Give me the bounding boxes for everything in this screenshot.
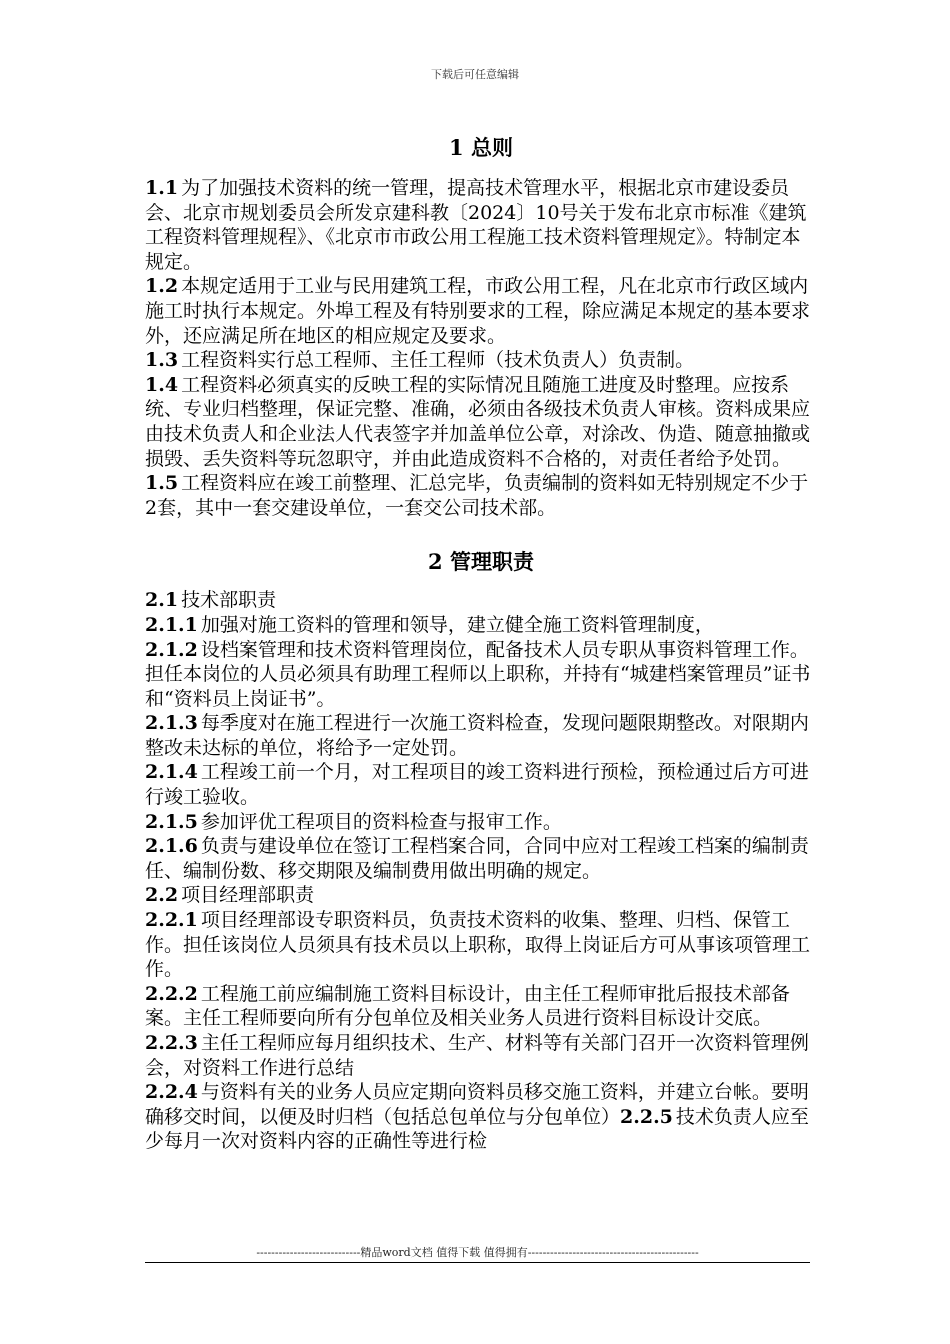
clause-2-2-5-num: 2.2.5 — [620, 1105, 673, 1128]
clause-2-1-1: 2.1.1 加强对施工资料的管理和领导，建立健全施工资料管理制度， — [145, 613, 714, 636]
clause-2-2-2: 2.2.2 工程施工前应编制施工资料目标设计，由主任工程师审批后报技术部备案。主任工程师要向所有分包单位及相关业务人员进行资料目标设计交底。 — [145, 982, 790, 1030]
footer-rule — [145, 1262, 810, 1263]
section-2-title: 2 管理职责 — [428, 549, 534, 575]
clause-2-2-5-text: 技术负责人应至少每月一次对资料内容的正确性等进行检 — [145, 1105, 809, 1153]
clause-2-2-1: 2.2.1 项目经理部设专职资料员，负责技术资料的收集、整理、归档、保管工作。担任该岗位人员须具有技术员以上职称，取得上岗证后方可从事该项管理工作。 — [145, 909, 811, 981]
clause-1-4: 1.4 工程资料必须真实的反映工程的实际情况且随施工进度及时整理。应按系统、专业归档整理，保证完整、准确，必须由各级技术负责人审核。资料成果应由技术负责人和企业法人代表签字并加盖单位公章，对涂改、伪造、随意抽撤或损毁、丢失资料等玩忽职守，并由此造成资料不合格的，对责任者给予处罚。 — [145, 373, 811, 470]
page-footer: ----------------------------精品word文档 值得下载 值得拥有---------------------------------------------- — [256, 1246, 699, 1259]
clause-1-5: 1.5 工程资料应在竣工前整理、汇总完毕，负责编制的资料如无特别规定不少于2套，其中一套交建设单位，一套交公司技术部。 — [145, 472, 809, 519]
clause-2-2-4: 2.2.4 与资料有关的业务人员应定期向资料员移交施工资料，并建立台帐。要明确移交时间，以便及时归档（包括总包单位与分包单位）2.2.5 技术负责人应至少每月一次对资料内容的正确性等进行检 — [145, 1081, 809, 1153]
clause-2-1-2: 2.1.2 设档案管理和技术资料管理岗位，配备技术人员专职从事资料管理工作。担任本岗位的人员必须具有助理工程师以上职称，并持有“城建档案管理员”证书和“资料员上岗证书”。 — [145, 638, 811, 710]
clause-1-2: 1.2 本规定适用于工业与民用建筑工程，市政公用工程，凡在北京市行政区域内施工时执行本规定。外埠工程及有特别要求的工程，除应满足本规定的基本要求外，还应满足所在地区的相应规定及要求。 — [145, 275, 811, 347]
section-1-title: 1 总则 — [449, 135, 513, 160]
clause-2-2: 2.2 项目经理部职责 — [145, 884, 315, 907]
page-header: 下载后可任意编辑 — [431, 68, 519, 81]
clause-2-1-3: 2.1.3 每季度对在施工程进行一次施工资料检查，发现问题限期整改。对限期内整改未达标的单位，将给予一定处罚。 — [145, 712, 809, 759]
clause-2-1: 2.1 技术部职责 — [145, 589, 277, 612]
clause-2-1-5: 2.1.5 参加评优工程项目的资料检查与报审工作。 — [145, 810, 562, 833]
clause-2-1-6: 2.1.6 负责与建设单位在签订工程档案合同，合同中应对工程竣工档案的编制责任、编制份数、移交期限及编制费用做出明确的规定。 — [145, 835, 809, 882]
clause-1-1: 1.1 为了加强技术资料的统一管理，提高技术管理水平，根据北京市建设委员会、北京市规划委员会所发京建科教〔2024〕10号关于发布北京市标准《建筑工程资料管理规程》、《北京市市政公用工程施工技术资料管理规定》。特制定本规定。 — [145, 177, 807, 273]
document-body — [145, 132, 817, 1154]
clause-1-3: 1.3 工程资料实行总工程师、主任工程师（技术负责人）负责制。 — [145, 349, 695, 372]
clause-2-2-3: 2.2.3 主任工程师应每月组织技术、生产、材料等有关部门召开一次资料管理例会，对资料工作进行总结 — [145, 1032, 809, 1079]
clause-2-1-4: 2.1.4 工程竣工前一个月，对工程项目的竣工资料进行预检，预检通过后方可进行竣工验收。 — [145, 761, 809, 809]
